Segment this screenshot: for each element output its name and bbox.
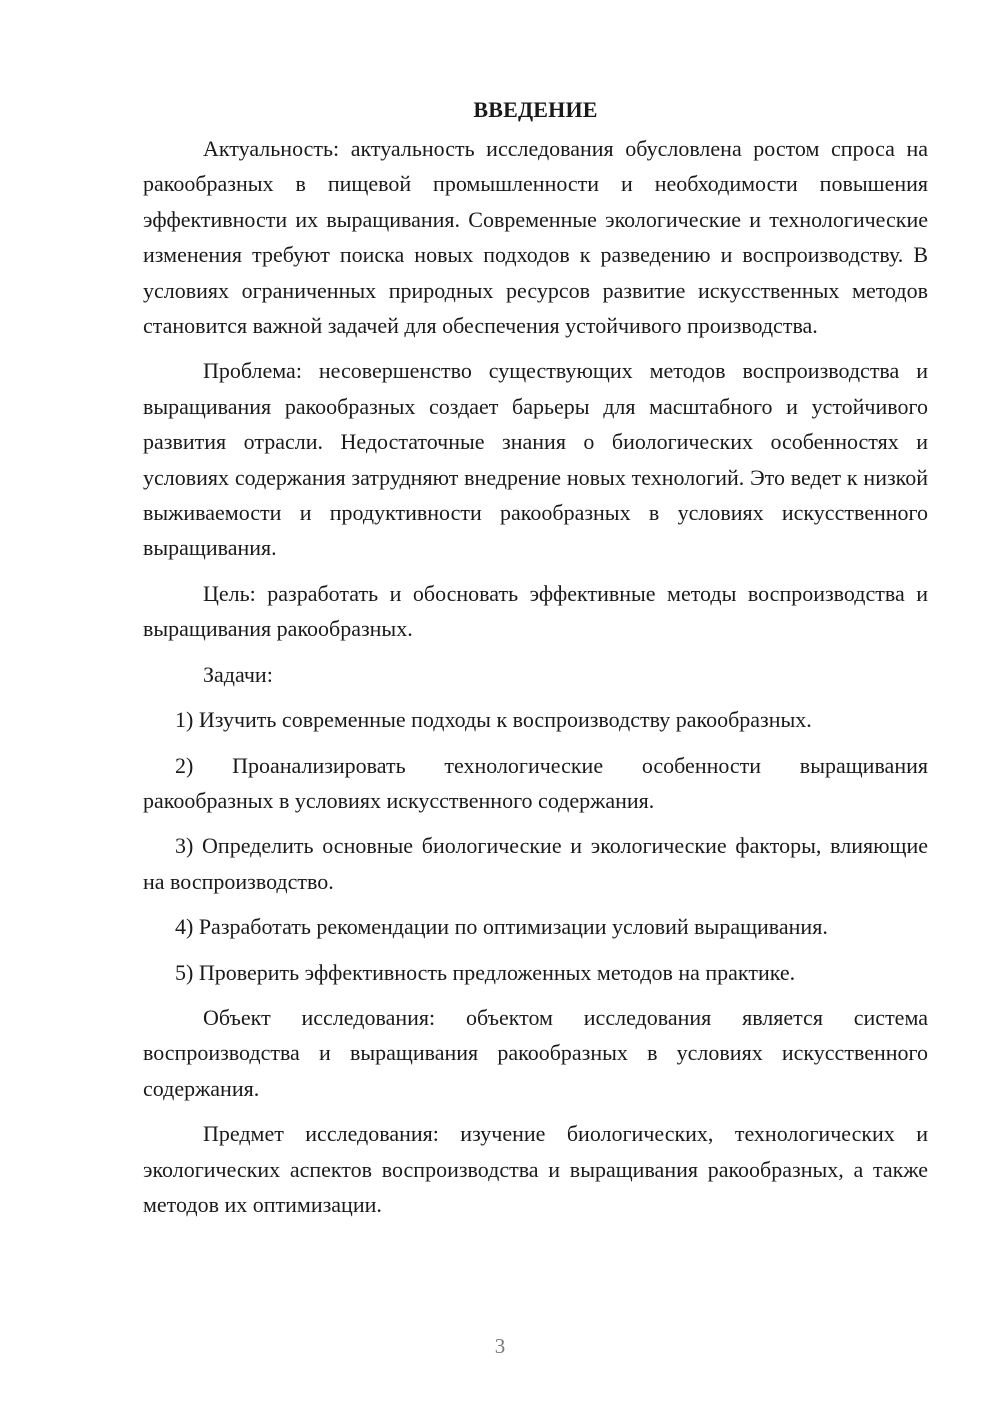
section-heading: ВВЕДЕНИЕ [473, 97, 598, 122]
object-paragraph: Объект исследования: объектом исследования является система воспроизводства и выращивания ракообразных в условиях искусственного содержания. [143, 1004, 928, 1101]
subject-paragraph: Предмет исследования: изучение биологических, технологических и экологических аспектов воспроизводства и выращивания ракообразных, а также методов их оптимизации. [143, 1121, 928, 1217]
document-body [143, 92, 928, 1232]
goal-paragraph: Цель: разработать и обосновать эффективные методы воспроизводства и выращивания ракообразных. [143, 580, 928, 642]
problem-paragraph: Проблема: несовершенство существующих методов воспроизводства и выращивания ракообразных создает барьеры для масштабного и устойчивого развития отрасли. Недостаточные знания о биологических особенностях и условиях содержания затрудняют внедрение новых технологий. Это ведет к низкой выживаемости и продуктивности ракообразных в условиях искусственного выращивания. [143, 358, 928, 561]
tasks-label: Задачи: [203, 661, 273, 687]
task-item: 2) Проанализировать технологические особенности выращивания ракообразных в условиях искусственного содержания. [143, 752, 928, 813]
task-item: 3) Определить основные биологические и экологические факторы, влияющие на воспроизводство. [143, 833, 928, 894]
page-number: 3 [494, 1334, 506, 1358]
relevance-paragraph: Актуальность: актуальность исследования обусловлена ростом спроса на ракообразных в пищевой промышленности и необходимости повышения эффективности их выращивания. Современные экологические и технологические изменения требуют поиска новых подходов к разведению и воспроизводству. В условиях ограниченных природных ресурсов развитие искусственных методов становится важной задачей для обеспечения устойчивого производства. [143, 136, 928, 339]
task-item: 5) Проверить эффективность предложенных методов на практике. [175, 959, 796, 985]
task-item: 1) Изучить современные подходы к воспроизводству ракообразных. [175, 707, 812, 733]
task-item: 4) Разработать рекомендации по оптимизации условий выращивания. [175, 914, 828, 940]
